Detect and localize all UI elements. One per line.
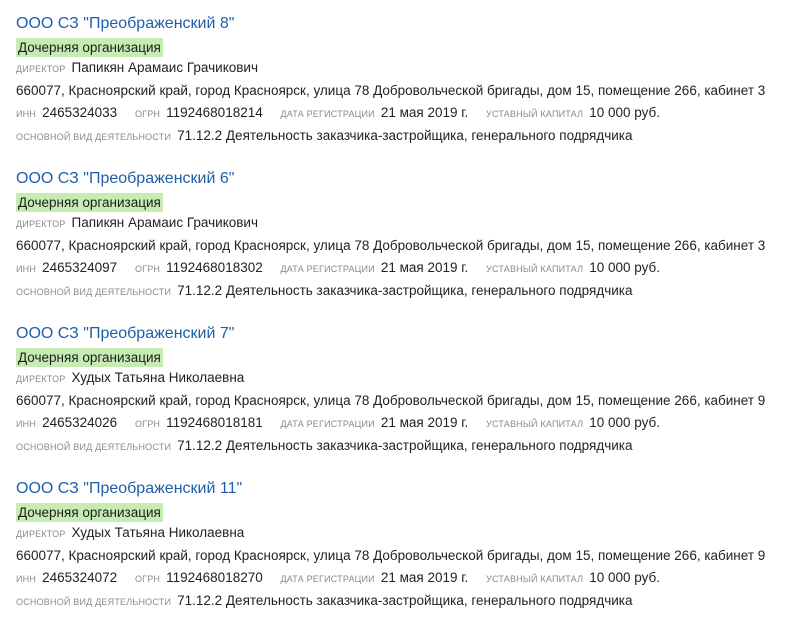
ogrn-label: ОГРН [134,109,161,119]
subsidiary-badge: Дочерняя организация [18,40,161,55]
director-label: ДИРЕКТОР [16,529,66,539]
address-row [16,80,786,102]
director-name: Худых Татьяна Николаевна [71,370,245,385]
capital-label: УСТАВНЫЙ КАПИТАЛ [486,419,584,429]
ogrn-label: ОГРН [134,574,161,584]
company-title-link[interactable]: ООО СЗ "Преображенский 6" [16,170,235,187]
registry-row [16,412,786,435]
ogrn-value: 1192468018270 [166,570,263,585]
ogrn-label: ОГРН [134,419,161,429]
reg-date-value: 21 мая 2019 г. [380,260,469,275]
address-text: 660077, Красноярский край, город Красноярск, улица 78 Добровольческой бригады, дом 15, помещение 266, кабинет 3 [16,83,766,98]
registry-row [16,567,786,590]
company-card [16,477,786,632]
activity-value: 71.12.2 Деятельность заказчика-застройщика, генерального подрядчика [177,283,633,298]
company-card [16,12,786,167]
reg-date-label: ДАТА РЕГИСТРАЦИИ [280,574,375,584]
inn-value: 2465324026 [42,415,118,430]
capital-label: УСТАВНЫЙ КАПИТАЛ [486,264,584,274]
reg-date-value: 21 мая 2019 г. [380,570,469,585]
company-card [16,322,786,477]
capital-label: УСТАВНЫЙ КАПИТАЛ [486,109,584,119]
director-label: ДИРЕКТОР [16,219,66,229]
director-label: ДИРЕКТОР [16,374,66,384]
reg-date-label: ДАТА РЕГИСТРАЦИИ [280,419,375,429]
activity-value: 71.12.2 Деятельность заказчика-застройщика, генерального подрядчика [177,438,633,453]
subsidiary-badge: Дочерняя организация [18,195,161,210]
activity-row [16,125,786,148]
activity-label: ОСНОВНОЙ ВИД ДЕЯТЕЛЬНОСТИ [16,287,172,297]
company-title-link[interactable]: ООО СЗ "Преображенский 11" [16,480,243,497]
inn-value: 2465324072 [42,570,118,585]
director-row [16,367,786,390]
inn-label: ИНН [16,419,37,429]
address-row [16,545,786,567]
activity-value: 71.12.2 Деятельность заказчика-застройщика, генерального подрядчика [177,593,633,608]
activity-row [16,280,786,303]
address-text: 660077, Красноярский край, город Красноярск, улица 78 Добровольческой бригады, дом 15, помещение 266, кабинет 9 [16,393,766,408]
address-row [16,235,786,257]
inn-label: ИНН [16,264,37,274]
subsidiary-badge: Дочерняя организация [18,505,161,520]
company-card [16,167,786,322]
activity-label: ОСНОВНОЙ ВИД ДЕЯТЕЛЬНОСТИ [16,132,172,142]
ogrn-value: 1192468018181 [166,415,263,430]
ogrn-value: 1192468018214 [166,105,263,120]
registry-row [16,257,786,280]
capital-value: 10 000 руб. [589,415,660,430]
company-title-link[interactable]: ООО СЗ "Преображенский 8" [16,15,235,32]
activity-row [16,590,786,613]
director-row [16,57,786,80]
inn-value: 2465324097 [42,260,118,275]
director-name: Худых Татьяна Николаевна [71,525,245,540]
director-row [16,522,786,545]
capital-label: УСТАВНЫЙ КАПИТАЛ [486,574,584,584]
address-text: 660077, Красноярский край, город Красноярск, улица 78 Добровольческой бригады, дом 15, помещение 266, кабинет 3 [16,238,766,253]
inn-label: ИНН [16,109,37,119]
company-title-link[interactable]: ООО СЗ "Преображенский 7" [16,325,235,342]
activity-row [16,435,786,458]
reg-date-value: 21 мая 2019 г. [380,415,469,430]
ogrn-label: ОГРН [134,264,161,274]
reg-date-label: ДАТА РЕГИСТРАЦИИ [280,109,375,119]
company-list [16,12,786,632]
capital-value: 10 000 руб. [589,260,660,275]
director-label: ДИРЕКТОР [16,64,66,74]
director-row [16,212,786,235]
capital-value: 10 000 руб. [589,105,660,120]
activity-value: 71.12.2 Деятельность заказчика-застройщика, генерального подрядчика [177,128,633,143]
director-name: Папикян Арамаис Грачикович [71,60,259,75]
reg-date-label: ДАТА РЕГИСТРАЦИИ [280,264,375,274]
activity-label: ОСНОВНОЙ ВИД ДЕЯТЕЛЬНОСТИ [16,442,172,452]
director-name: Папикян Арамаис Грачикович [71,215,259,230]
subsidiary-badge: Дочерняя организация [18,350,161,365]
ogrn-value: 1192468018302 [166,260,263,275]
reg-date-value: 21 мая 2019 г. [380,105,469,120]
inn-label: ИНН [16,574,37,584]
activity-label: ОСНОВНОЙ ВИД ДЕЯТЕЛЬНОСТИ [16,597,172,607]
inn-value: 2465324033 [42,105,118,120]
address-row [16,390,786,412]
capital-value: 10 000 руб. [589,570,660,585]
address-text: 660077, Красноярский край, город Красноярск, улица 78 Добровольческой бригады, дом 15, помещение 266, кабинет 9 [16,548,766,563]
registry-row [16,102,786,125]
